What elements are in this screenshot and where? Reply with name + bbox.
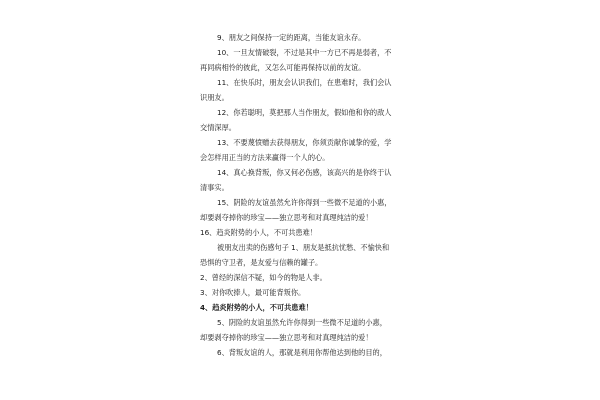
- text-line: 4、趋炎附势的小人，不可共患难！: [200, 303, 313, 312]
- text-line: 15、阴险的友谊虽然允许你得到一些微不足道的小惠，: [217, 198, 392, 207]
- text-line: 3、对你吹捧人，最可能背叛你。: [200, 288, 306, 297]
- text-line: 交情深厚。: [200, 123, 236, 132]
- text-line: 16、趋炎附势的小人，不可共患难！: [200, 228, 317, 237]
- document-body: [200, 30, 405, 360]
- text-line: 11、在快乐时，朋友会认识我们，在患难时，我们会认: [217, 78, 392, 87]
- text-line: 会怎样用正当的方法来赢得一个人的心。: [200, 153, 330, 162]
- text-line: 14、真心换背叛，你又何必伤感，该高兴的是你终于认: [217, 168, 392, 177]
- text-line: 6、背叛友谊的人，那就是利用你帮他达到他的目的，: [217, 348, 387, 357]
- text-line: 13、不要蔑愤赠去获得朋友，你须贡献你诚挚的爱，学: [217, 138, 392, 147]
- text-line: 识朋友。: [200, 93, 229, 102]
- text-line: 却要剥夺掉你的珍宝——独立思考和对真理纯洁的爱！: [200, 213, 373, 222]
- text-line: 清事实。: [200, 183, 229, 192]
- text-line: 5、阴险的友谊虽然允许你得到一些微不足道的小惠，: [217, 318, 387, 327]
- text-line: 10、一旦友情破裂，不过是其中一方已不再是弱者，不: [217, 48, 392, 57]
- text-line: 12、你若聪明，莫把那人当作朋友，假如他和你的敌人: [217, 108, 392, 117]
- text-line: 2、曾经的深信不疑，如今的物是人非。: [200, 273, 327, 282]
- text-line: 恐惧的守卫者，是友爱与信赖的罐子。: [200, 258, 323, 267]
- text-line: 却要剥夺掉你的珍宝——独立思考和对真理纯洁的爱！: [200, 333, 373, 342]
- text-line: 9、朋友之间保持一定的距离，当能友谊永存。: [217, 33, 366, 42]
- text-line: 再同病相怜的彼此，又怎么可能再保持以前的友谊。: [200, 63, 366, 72]
- text-line: 被朋友出卖的伤感句子 1、朋友是抵抗忧愁、不愉快和: [217, 243, 390, 252]
